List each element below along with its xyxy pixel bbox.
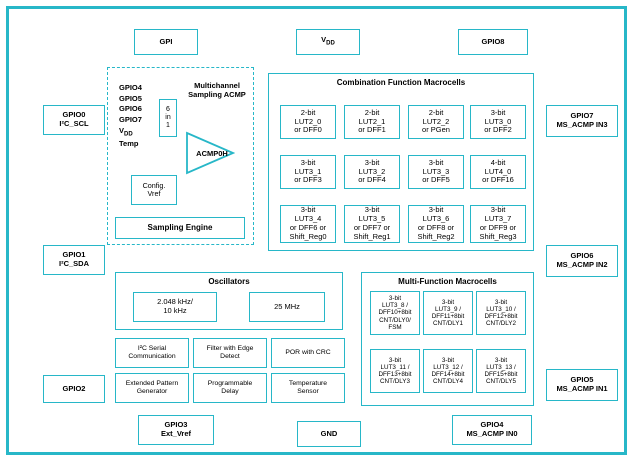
osc-2048khz-10khz-l1: 2.048 kHz/ [157, 297, 193, 307]
acmp-block-title-line1: Multichannel [194, 81, 240, 90]
acmp-block-title [182, 81, 252, 99]
gpio1-pad-sublabel: I²C_SDA [58, 259, 89, 268]
macrocell-lut4-0-l3: or DFF16 [482, 175, 514, 185]
sampling-engine-label: Sampling Engine [147, 223, 213, 233]
macrocell-lut3-6-l1: 3-bit [428, 205, 444, 215]
macrocell-lut3-0-l1: 3-bit [490, 107, 506, 117]
gpio1-pad[interactable] [43, 245, 105, 275]
macrocell-lut3-9-l4: CNT/DLY1 [433, 320, 463, 328]
macrocell-lut3-8-l1: 3-bit [388, 294, 402, 302]
macrocell-lut3-12-l3: DFF14+8bit [431, 371, 465, 378]
macrocell-lut3-3[interactable] [408, 155, 464, 189]
gpi-pad[interactable] [134, 29, 198, 55]
macrocell-lut3-12-l2: LUT3_12 / [433, 363, 463, 371]
programmable-delay-l2: Delay [221, 388, 239, 395]
macrocell-lut3-2-l1: 3-bit [364, 157, 380, 167]
macrocell-lut3-3-l3: or DFF5 [422, 175, 450, 185]
macrocell-lut3-1[interactable] [280, 155, 336, 189]
macrocell-lut3-13[interactable] [476, 349, 526, 393]
osc-25mhz-l1: 25 MHz [274, 301, 300, 311]
gpio0-pad-label: GPIO0 [62, 110, 86, 120]
vdd-pad-label: $V_{DD}$ [321, 35, 335, 47]
macrocell-lut3-12[interactable] [423, 349, 473, 393]
macrocell-lut4-0-l1: 4-bit [490, 157, 506, 167]
macrocell-lut3-7-l1: 3-bit [490, 205, 506, 215]
extended-pattern-generator-l1: Extended Pattern [125, 380, 179, 388]
macrocell-lut3-12-l1: 3-bit [441, 356, 455, 364]
macrocell-lut3-1-l2: LUT3_1 [294, 166, 322, 176]
macrocell-lut3-9-l2: LUT3_9 / [435, 305, 461, 313]
macrocell-lut3-12-l4: CNT/DLY4 [433, 378, 463, 386]
macrocell-lut3-9[interactable] [423, 291, 473, 335]
i2c-serial-communication-block[interactable] [115, 338, 189, 368]
por-with-crc-l1: POR with CRC [285, 349, 331, 357]
i2c-serial-communication-l1: I²C Serial [137, 345, 167, 353]
gpio7-pad-sublabel: MS_ACMP IN3 [556, 120, 608, 129]
acmp-input-gpio5: GPIO5 [119, 93, 142, 103]
macrocell-lut3-10-l1: 3-bit [494, 298, 508, 306]
macrocell-lut3-11-l2: LUT3_11 / [380, 363, 410, 371]
macrocell-lut3-1-l1: 3-bit [300, 157, 316, 167]
temperature-sensor-l1: Temperature [288, 380, 328, 388]
macrocell-lut3-7-l4: Shift_Reg3 [479, 231, 517, 241]
mux-label-6: 6 [166, 106, 170, 114]
macrocell-lut3-11-l4: CNT/DLY3 [380, 378, 410, 386]
macrocell-lut3-0[interactable] [470, 105, 526, 139]
macrocell-lut3-10-l4: CNT/DLY2 [486, 320, 516, 328]
macrocell-lut4-0[interactable] [470, 155, 526, 189]
macrocell-lut3-4[interactable] [280, 205, 336, 243]
filter-with-edge-detect-l2: Detect [220, 353, 240, 360]
macrocell-lut2-1-l2: LUT2_1 [358, 116, 386, 126]
macrocell-lut3-4-l3: or DFF6 or [289, 223, 327, 232]
gpio6-pad[interactable] [546, 245, 618, 277]
gpio8-pad[interactable] [458, 29, 528, 55]
macrocell-lut3-8-l3: DFF10+8bit [378, 309, 412, 317]
temperature-sensor-block[interactable] [271, 373, 345, 403]
vdd-pad[interactable] [296, 29, 360, 55]
macrocell-lut2-0-l1: 2-bit [300, 107, 316, 117]
osc-2048khz-10khz[interactable] [133, 292, 217, 322]
macrocell-lut4-0-l2: LUT4_0 [484, 166, 512, 176]
gpi-pad-label: GPI [159, 36, 173, 46]
macrocell-lut2-2[interactable] [408, 105, 464, 139]
macrocell-lut3-9-l3: DFF11+8bit [431, 313, 465, 320]
macrocell-lut2-0-l2: LUT2_0 [294, 116, 322, 126]
macrocell-lut3-13-l1: 3-bit [494, 356, 508, 364]
gpio0-pad[interactable] [43, 105, 105, 135]
acmp-input-gpio4: GPIO4 [119, 83, 142, 92]
macrocell-lut3-8[interactable] [370, 291, 420, 335]
gpio5-pad[interactable] [546, 369, 618, 401]
por-with-crc-block[interactable] [271, 338, 345, 368]
macrocell-lut3-5-l1: 3-bit [364, 205, 380, 215]
oscillators-title: Oscillators [208, 277, 250, 286]
programmable-delay-l1: Programmable [207, 380, 253, 388]
macrocell-lut3-4-l4: Shift_Reg0 [289, 231, 327, 241]
macrocell-lut3-2-l3: or DFF4 [358, 175, 386, 185]
macrocell-lut3-11-l1: 3-bit [388, 356, 402, 364]
config-vref-block[interactable] [131, 175, 177, 205]
gnd-pad[interactable] [297, 421, 361, 447]
macrocell-lut3-11[interactable] [370, 349, 420, 393]
i2c-serial-communication-l2: Communication [128, 353, 176, 360]
temperature-sensor-l2: Sensor [297, 388, 319, 395]
acmp-input-gpio7: GPIO7 [119, 114, 142, 124]
extended-pattern-generator-l2: Generator [136, 388, 168, 395]
macrocell-lut3-4-l1: 3-bit [300, 205, 316, 215]
macrocell-lut3-2[interactable] [344, 155, 400, 189]
macrocell-lut3-10[interactable] [476, 291, 526, 335]
macrocell-lut3-8-l4: CNT/DLY0/ [379, 316, 411, 324]
macrocell-lut2-1-l3: or DFF1 [358, 125, 386, 135]
macrocell-lut3-3-l2: LUT3_3 [422, 166, 450, 176]
gpio4-pad[interactable] [452, 415, 532, 445]
macrocell-lut2-0[interactable] [280, 105, 336, 139]
gpio2-pad-label: GPIO2 [62, 383, 86, 393]
macrocell-lut3-0-l2: LUT3_0 [484, 116, 512, 126]
macrocell-lut3-13-l2: LUT3_13 / [486, 363, 516, 371]
macrocell-lut3-10-l3: DFF12+8bit [484, 313, 518, 320]
macrocell-lut2-1-l1: 2-bit [364, 107, 380, 117]
macrocell-lut3-3-l1: 3-bit [428, 157, 444, 167]
macrocell-lut3-7-l3: or DFF9 or [479, 223, 517, 232]
macrocell-lut3-2-l2: LUT3_2 [358, 166, 386, 176]
gpio2-pad[interactable] [43, 375, 105, 403]
macrocell-lut3-5-l3: or DFF7 or [353, 223, 391, 232]
macrocell-lut2-0-l3: or DFF0 [294, 125, 322, 135]
gpio7-pad[interactable] [546, 105, 618, 137]
macrocell-lut2-1[interactable] [344, 105, 400, 139]
gpio7-pad-label: GPIO7 [570, 111, 594, 121]
osc-25mhz[interactable] [249, 292, 325, 322]
macrocell-lut3-5-l4: Shift_Reg1 [353, 231, 391, 241]
gpio4-pad-sublabel: MS_ACMP IN0 [466, 429, 518, 438]
chip-outline [6, 6, 627, 455]
osc-2048khz-10khz-l2: 10 kHz [163, 306, 187, 315]
macrocell-lut3-4-l2: LUT3_4 [294, 214, 322, 224]
gpio3-pad[interactable] [138, 415, 214, 445]
mux-6-in-1 [159, 99, 177, 137]
macrocell-lut3-0-l3: or DFF2 [484, 125, 512, 135]
acmp-input-temp: Temp [119, 138, 139, 148]
macrocell-lut2-2-l2: LUT2_2 [422, 116, 450, 126]
mux-label-1: 1 [166, 121, 170, 129]
macrocell-lut3-5-l2: LUT3_5 [358, 214, 386, 224]
macrocell-lut3-13-l3: DFF15+8bit [484, 371, 518, 378]
macrocell-lut3-13-l4: CNT/DLY5 [486, 378, 516, 386]
macrocell-lut3-7[interactable] [470, 205, 526, 243]
gpio5-pad-label: GPIO5 [570, 375, 594, 385]
gnd-pad-label: GND [320, 428, 338, 438]
combination-macrocells-title: Combination Function Macrocells [336, 78, 466, 87]
acmp-input-vdd: $V_{DD}$ [119, 125, 133, 138]
macrocell-lut3-7-l2: LUT3_7 [484, 214, 512, 224]
acmp-block-title-line2: Sampling ACMP [188, 90, 246, 99]
config-vref-line1: Config. [142, 180, 166, 190]
mux-label-in: in [165, 114, 171, 122]
filter-with-edge-detect-block[interactable] [193, 338, 267, 368]
multi-function-macrocells-title: Multi-Function Macrocells [398, 277, 497, 286]
macrocell-lut2-2-l3: or PGen [422, 125, 450, 135]
gpio5-pad-sublabel: MS_ACMP IN1 [556, 384, 608, 393]
sampling-engine-block[interactable] [115, 217, 245, 239]
gpio6-pad-sublabel: MS_ACMP IN2 [556, 260, 608, 269]
macrocell-lut3-1-l3: or DFF3 [294, 175, 322, 185]
macrocell-lut3-8-l5: FSM [388, 323, 402, 331]
acmp0h-label: ACMP0H [196, 149, 228, 158]
macrocell-lut3-6[interactable] [408, 205, 464, 243]
gpio4-pad-label: GPIO4 [480, 420, 504, 430]
macrocell-lut3-6-l4: Shift_Reg2 [417, 231, 455, 241]
gpio3-pad-label: GPIO3 [164, 420, 188, 430]
acmp-input-pin-list [119, 83, 142, 149]
macrocell-lut3-8-l2: LUT3_8 / [382, 302, 408, 310]
gpio6-pad-label: GPIO6 [570, 251, 594, 261]
gpio0-pad-sublabel: I²C_SCL [59, 119, 89, 128]
macrocell-lut3-6-l2: LUT3_6 [422, 214, 450, 224]
gpio1-pad-label: GPIO1 [62, 250, 86, 260]
extended-pattern-generator-block[interactable] [115, 373, 189, 403]
config-vref-line2: Vref [147, 189, 161, 198]
gpio8-pad-label: GPIO8 [481, 36, 505, 46]
acmp-input-gpio6: GPIO6 [119, 104, 142, 114]
filter-with-edge-detect-l1: Filter with Edge [206, 345, 254, 353]
gpio3-pad-sublabel: Ext_Vref [160, 429, 192, 438]
macrocell-lut3-9-l1: 3-bit [441, 298, 455, 306]
programmable-delay-block[interactable] [193, 373, 267, 403]
macrocell-lut3-11-l3: DFF13+8bit [378, 371, 412, 378]
macrocell-lut2-2-l1: 2-bit [428, 107, 444, 117]
macrocell-lut3-5[interactable] [344, 205, 400, 243]
macrocell-lut3-6-l3: or DFF8 or [417, 223, 455, 232]
macrocell-lut3-10-l2: LUT3_10 / [486, 305, 516, 313]
